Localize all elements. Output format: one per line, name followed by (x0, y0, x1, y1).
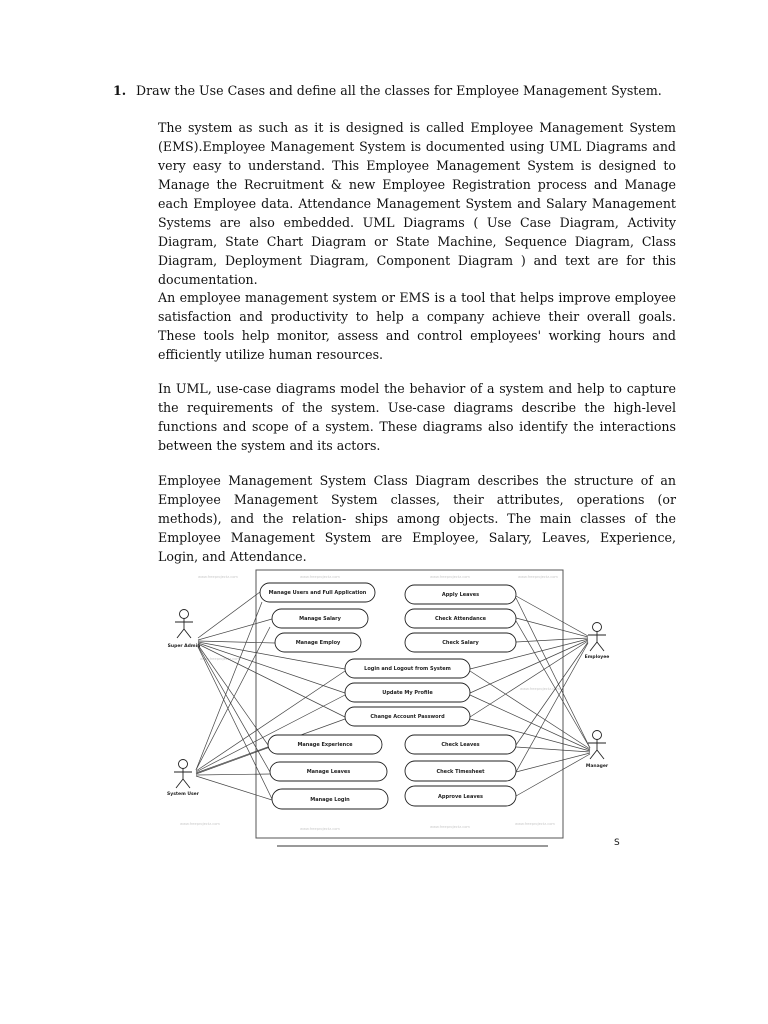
svg-text:www.freeprojectz.com: www.freeprojectz.com (430, 825, 470, 829)
paragraph-use-case-uml: In UML, use-case diagrams model the behavior of a system and help to capture the requirements of the system. Use-case diagrams describe the high-level functions and scope of a system. These diagrams also identify the interactions between the system and its actors. (158, 381, 676, 453)
use-case-manage-employ (275, 633, 361, 652)
svg-text:Manage Users and Full Applicat: Manage Users and Full Application (268, 590, 367, 596)
svg-text:Update My Profile: Update My Profile (382, 690, 433, 696)
svg-text:Change Account Password: Change Account Password (370, 714, 445, 720)
svg-text:Manage Employ: Manage Employ (295, 640, 341, 646)
paragraph-class-diagram: Employee Management System Class Diagram describes the structure of an Employee Management System classes, their attributes, operations (or methods), and the relation- ships among objects. The main classes of the Employee Management System are Employee, Salary, Leaves, Experience, Login, and Attendance. (158, 473, 676, 564)
svg-text:Check Leaves: Check Leaves (441, 742, 480, 748)
actor-manager (588, 731, 606, 760)
use-case-login-logout (345, 659, 470, 678)
svg-text:Manage Experience: Manage Experience (297, 742, 353, 748)
actor-manager-label: Manager (585, 764, 609, 769)
svg-text:www.freeprojectz.com: www.freeprojectz.com (515, 822, 555, 826)
page-mark: S (614, 838, 620, 848)
svg-text:www.freeprojectz.com: www.freeprojectz.com (518, 575, 558, 579)
actor-system-user-label: System User (167, 792, 199, 797)
use-case-check-salary (405, 633, 516, 652)
use-case-update-profile (345, 683, 470, 702)
actor-super-admin-label: Super Admin (167, 644, 201, 649)
svg-text:Login and Logout from System: Login and Logout from System (364, 666, 451, 672)
actor-employee-label: Employee (584, 655, 610, 660)
svg-text:Check Attendance: Check Attendance (434, 616, 487, 622)
use-case-manage-leaves (270, 762, 387, 781)
paragraph-ems-intro: The system as such as it is designed is called Employee Management System (EMS).Employee Management System is documented using UML Diagrams and very easy to understand. This Employee Management System is designed to Manage the Recruitment & new Employee Registration process and Manage each Employee data. Attendance Management System and Salary Management Systems are also embedded. UML Diagrams ( Use Case Diagram, Activity Diagram, State Chart Diagram or State Machine, Sequence Diagram, Class Diagram, Deployment Diagram, Component Diagram ) and text are for this documentation. (158, 120, 676, 287)
use-case-change-password (345, 707, 470, 726)
paragraph-ems-definition: An employee management system or EMS is a tool that helps improve employee satisfaction and productivity to help a company achieve their overall goals. These tools help monitor, assess and control employees' working hours and efficiently utilize human resources. (158, 290, 676, 362)
svg-text:Manage Leaves: Manage Leaves (306, 769, 351, 775)
use-case-manage-experience (268, 735, 382, 754)
use-case-check-leaves (405, 735, 516, 754)
use-case-diagram (155, 565, 625, 855)
use-case-apply-leaves (405, 585, 516, 604)
svg-text:www.freeprojectz.com: www.freeprojectz.com (180, 822, 220, 826)
actor-employee (588, 623, 606, 652)
use-case-approve-leaves (405, 786, 516, 806)
svg-text:www.freeprojectz.com: www.freeprojectz.com (300, 575, 340, 579)
actor-super-admin (175, 610, 193, 639)
svg-text:www.freeprojectz.com: www.freeprojectz.com (430, 575, 470, 579)
svg-text:Apply Leaves: Apply Leaves (441, 592, 480, 598)
svg-text:Manage Salary: Manage Salary (299, 616, 341, 622)
use-case-manage-login (272, 789, 388, 809)
use-case-check-timesheet (405, 761, 516, 781)
svg-text:www.freeprojectz.com: www.freeprojectz.com (200, 657, 240, 661)
question-line (113, 83, 673, 99)
svg-text:Check Salary: Check Salary (442, 640, 479, 646)
svg-text:Manage Login: Manage Login (310, 797, 350, 803)
use-case-manage-users (260, 583, 375, 602)
svg-text:Approve Leaves: Approve Leaves (438, 794, 483, 800)
svg-text:www.freeprojectz.com: www.freeprojectz.com (520, 687, 560, 691)
actor-system-user (174, 760, 192, 789)
question-text: Draw the Use Cases and define all the classes for Employee Management System. (136, 83, 662, 98)
use-case-check-attendance (405, 609, 516, 628)
question-number: 1. (113, 83, 127, 98)
svg-text:www.freeprojectz.com: www.freeprojectz.com (198, 575, 238, 579)
svg-text:www.freeprojectz.com: www.freeprojectz.com (300, 827, 340, 831)
svg-text:Check Timesheet: Check Timesheet (436, 769, 485, 775)
use-case-manage-salary (272, 609, 368, 628)
